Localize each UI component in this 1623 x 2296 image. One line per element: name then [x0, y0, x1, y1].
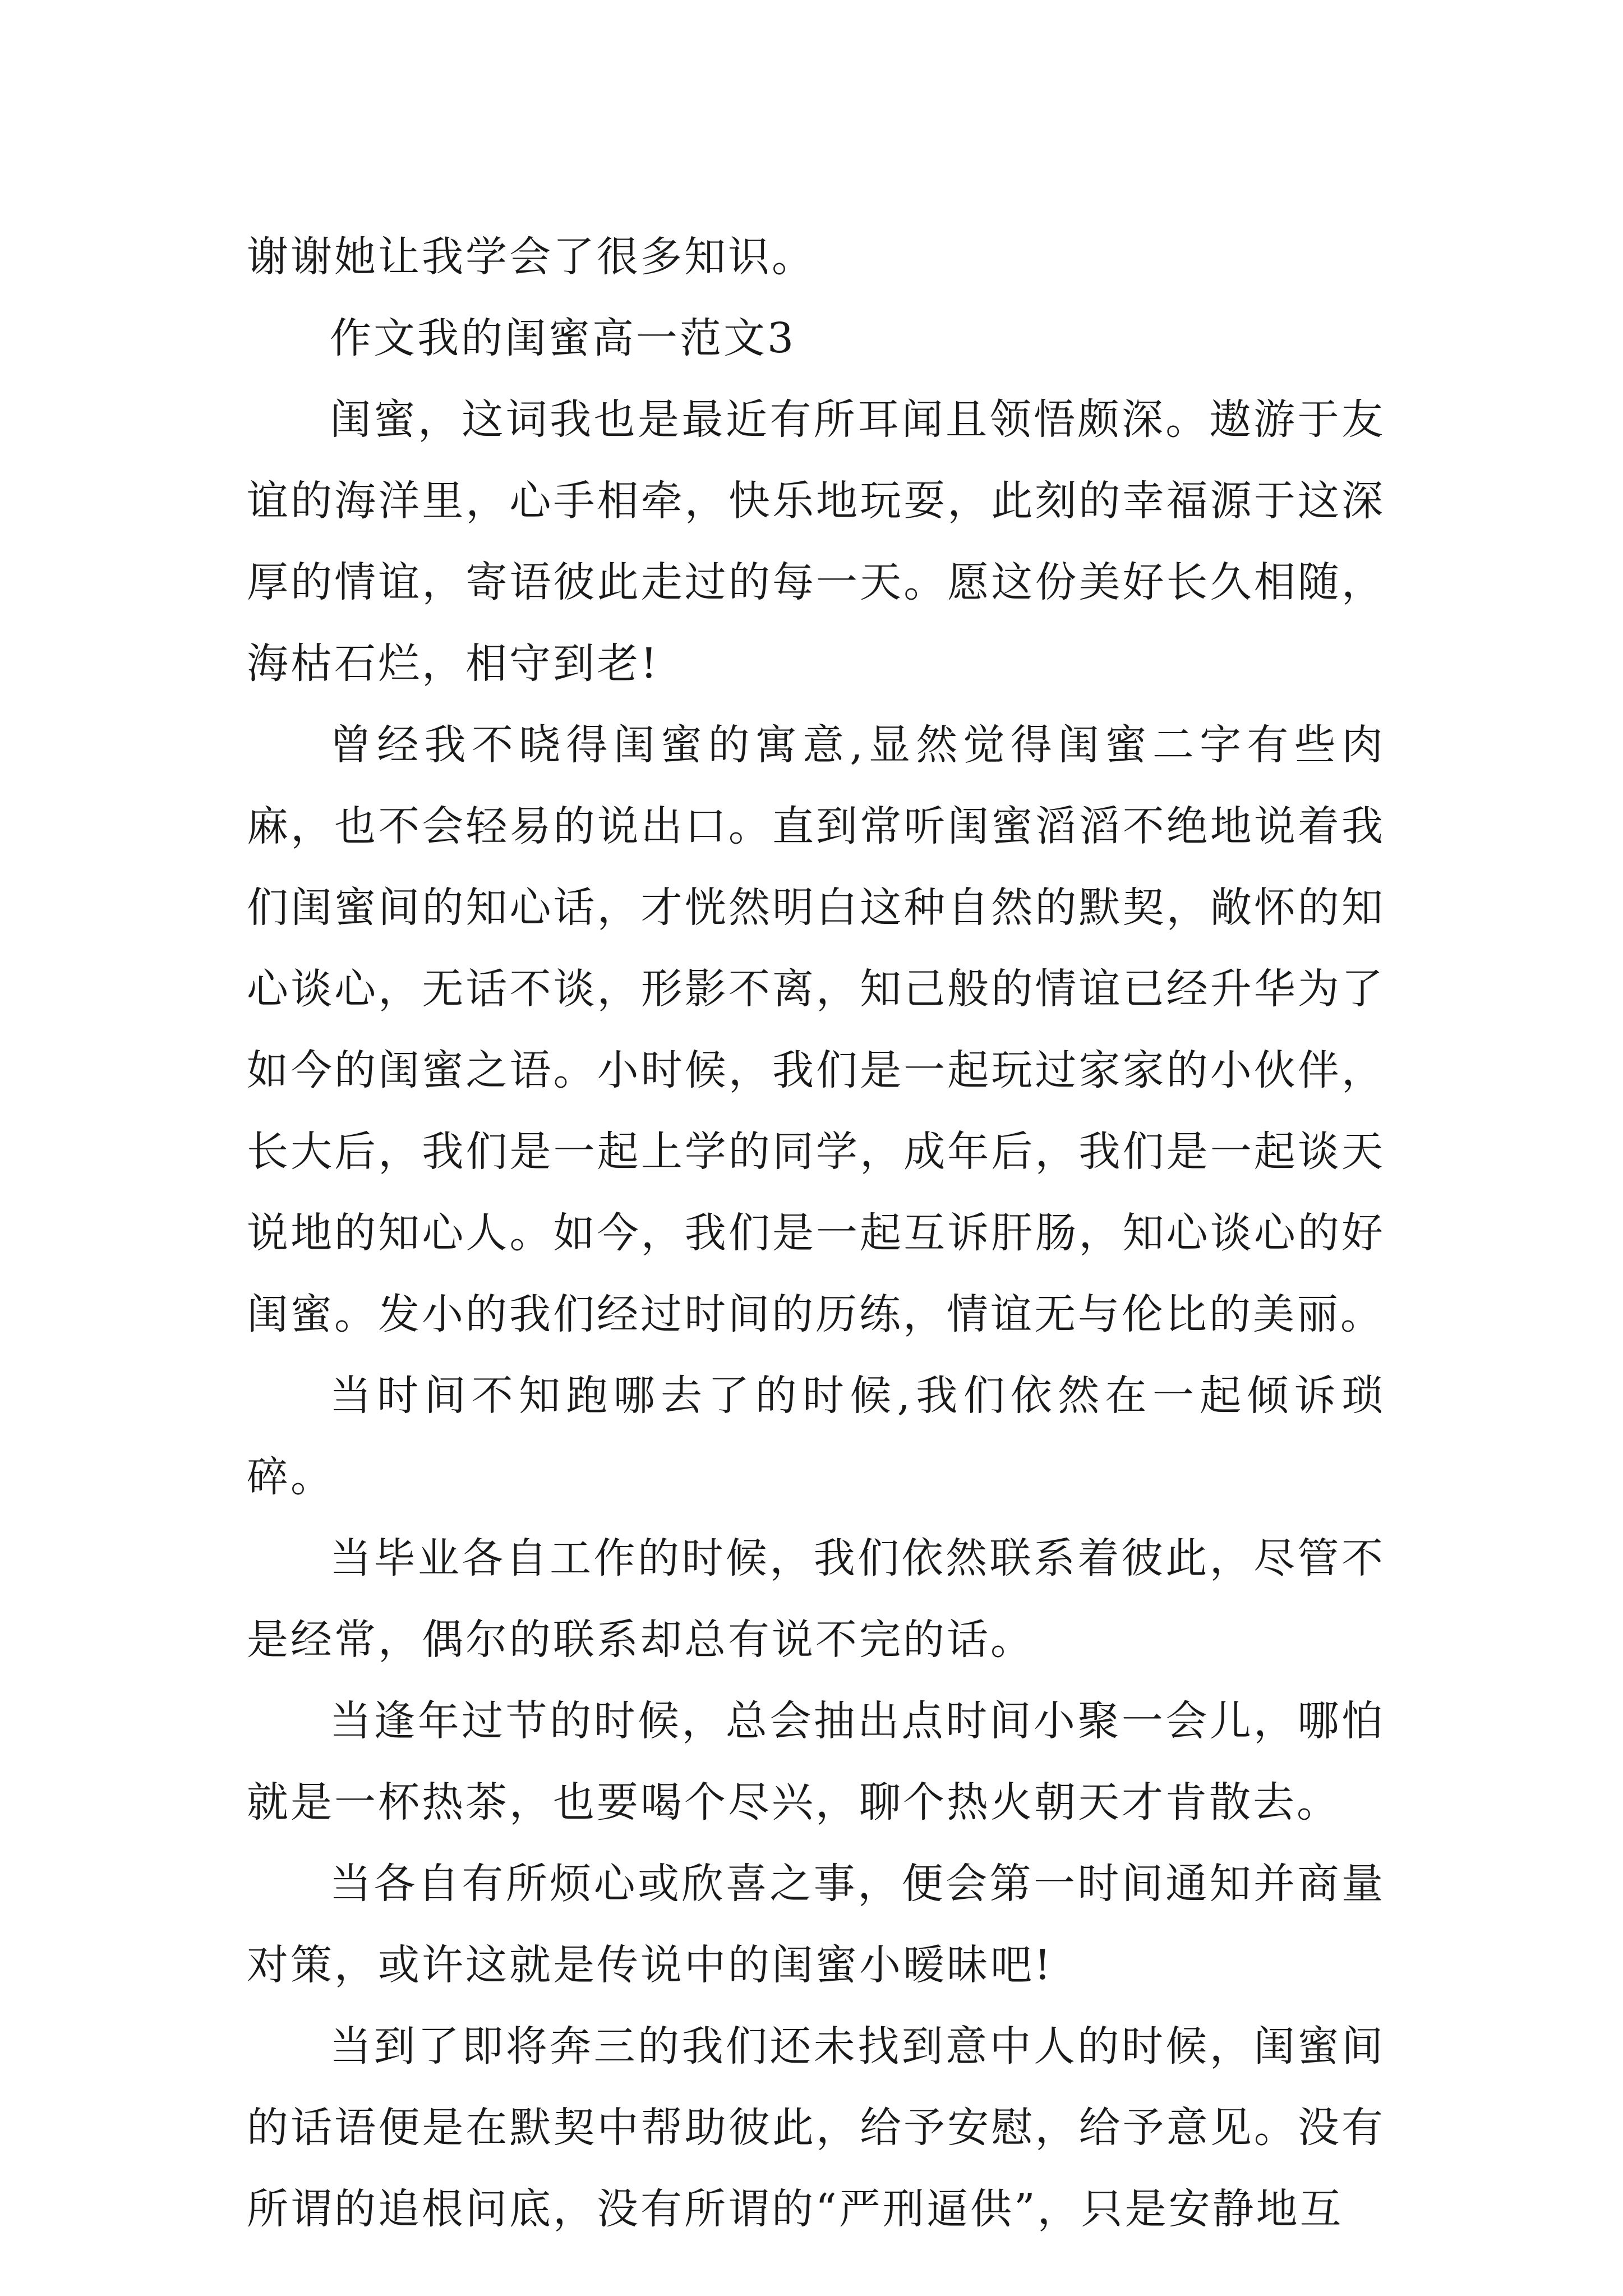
paragraph-2: 闺蜜，这词我也是最近有所耳闻且领悟颇深。遨游于友谊的海洋里，心手相牵，快乐地玩耍，此刻的幸福源于这深厚的情谊，寄语彼此走过的每一天。愿这份美好长久相随，海枯石烂，相守到老!: [247, 395, 1385, 688]
paragraph-3: 曾经我不晓得闺蜜的寓意,显然觉得闺蜜二字有些肉麻，也不会轻易的说出口。直到常听闺蜜滔滔不绝地说着我们闺蜜间的知心话，才恍然明白这种自然的默契，敞怀的知心谈心，无话不谈，形影不离，知己般的情谊已经升华为了如今的闺蜜之语。小时候，我们是一起玩过家家的小伙伴，长大后，我们是一起上学的同学，成年后，我们是一起谈天说地的知心人。如今，我们是一起互诉肝肠，知心谈心的好闺蜜。发小的我们经过时间的历练，情谊无与伦比的美丽。: [247, 721, 1385, 1338]
section-heading: 作文我的闺蜜高一范文3: [330, 314, 796, 362]
paragraph-7: 当各自有所烦心或欣喜之事，便会第一时间通知并商量对策，或许这就是传说中的闺蜜小暧昧吧!: [247, 1860, 1385, 1989]
paragraph-6: 当逢年过节的时候，总会抽出点时间小聚一会儿，哪怕就是一杯热茶，也要喝个尽兴，聊个热火朝天才肯散去。: [247, 1697, 1385, 1826]
paragraph-8: 当到了即将奔三的我们还未找到意中人的时候，闺蜜间的话语便是在默契中帮助彼此，给予安慰，给予意见。没有所谓的追根问底，没有所谓的“严刑逼供”，只是安静地互: [247, 2022, 1385, 2233]
paragraph-5: 当毕业各自工作的时候，我们依然联系着彼此，尽管不是经常，偶尔的联系却总有说不完的话。: [247, 1534, 1385, 1664]
document-body: [247, 217, 1385, 2250]
paragraph-4: 当时间不知跑哪去了的时候,我们依然在一起倾诉琐碎。: [247, 1372, 1385, 1501]
paragraph-1: 谢谢她让我学会了很多知识。: [247, 233, 815, 281]
